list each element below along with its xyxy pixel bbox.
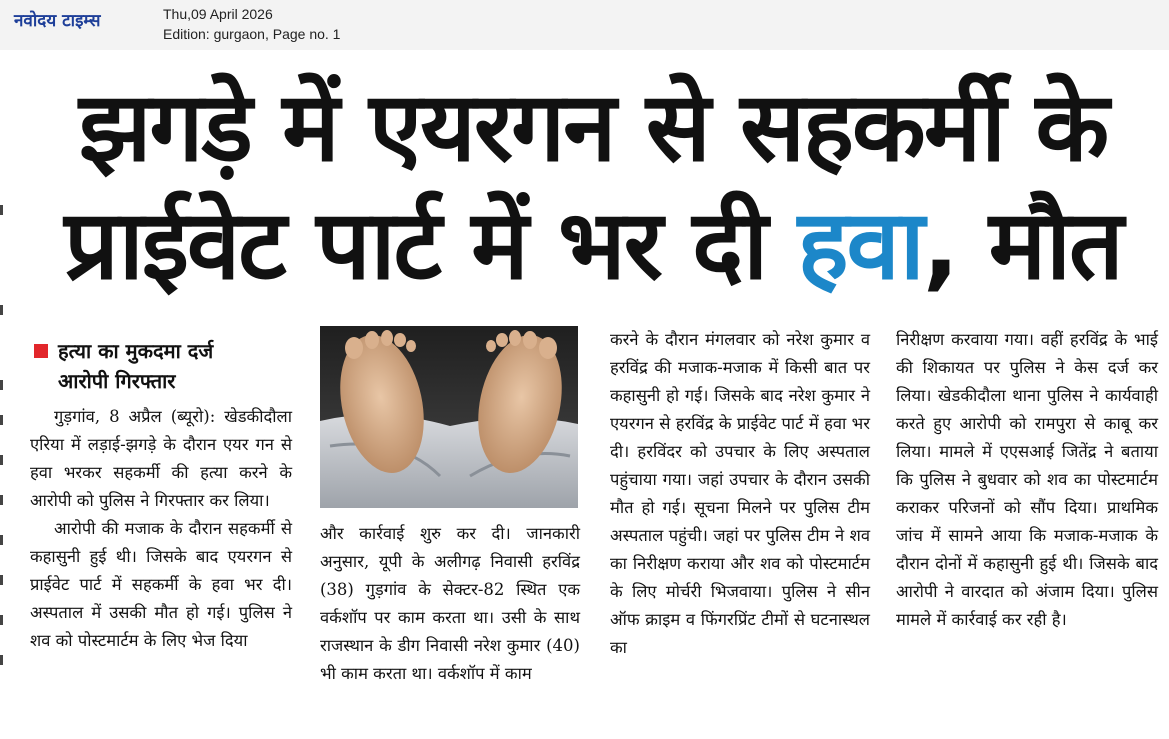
headline-line-2-end: , मौत bbox=[922, 189, 1122, 301]
article-column-1 bbox=[30, 403, 292, 655]
dead-body-feet-photo bbox=[320, 326, 578, 508]
article-paragraph: और कार्रवाई शुरु कर दी। जानकारी अनुसार, यूपी के अलीगढ़ निवासी हरविंद्र (38) गुड़गांव के सेक्टर-82 स्थित एक वर्कशॉप पर काम करता था। उसी के साथ राजस्थान के डीग निवासी नरेश कुमार (40) भी काम करता था। वर्कशॉप में काम bbox=[320, 524, 580, 683]
subheadings bbox=[34, 336, 213, 396]
headline-line-2 bbox=[18, 186, 1168, 304]
subheading-1: हत्या का मुकदमा दर्ज bbox=[58, 339, 214, 363]
edition-info bbox=[163, 4, 340, 44]
article-column-3 bbox=[610, 326, 870, 662]
headline-line-2-start: प्राईवेट पार्ट में भर दी bbox=[64, 189, 798, 301]
subheading-2: आरोपी गिरफ्तार bbox=[58, 369, 176, 393]
page-edge-marks bbox=[0, 195, 6, 715]
headline-line-1: झगड़े में एयरगन से सहकर्मी के bbox=[78, 71, 1108, 183]
red-square-bullet-icon bbox=[34, 344, 48, 358]
article-paragraph: निरीक्षण करवाया गया। वहीं हरविंद्र के भाई की शिकायत पर पुलिस ने केस दर्ज कर लिया। खेडकीदौला थाना पुलिस ने कार्यवाही करते हुए आरोपी को रामपुरा से काबू कर लिया। मामले में एएसआई जितेंद्र ने बताया कि पुलिस ने बुधवार को शव का पोस्टमार्टम कराकर परिजनों को सौंप दिया। प्राथमिक जांच में सामने आया कि मजाक-मजाक के दौरान दोनों में कहासुनी हुई थी। जिसके बाद आरोपी ने वारदात को अंजाम दिया। पुलिस मामले में कार्रवाई कर रही है। bbox=[896, 330, 1158, 629]
edition-date: Thu,09 April 2026 bbox=[163, 6, 273, 22]
headline bbox=[18, 68, 1168, 304]
article-paragraph: आरोपी की मजाक के दौरान सहकर्मी से कहासुनी हुई थी। जिसके बाद एयरगन से प्राईवेट पार्ट में सहकर्मी के हवा भर दी। अस्पताल में उसकी मौत हो गई। पुलिस ने शव को पोस्टमार्टम के लिए भेज दिया bbox=[30, 519, 292, 650]
newspaper-logo[interactable]: नवोदय टाइम्स bbox=[14, 11, 101, 31]
top-bar bbox=[0, 0, 1169, 50]
article-column-2 bbox=[320, 520, 580, 688]
article-column-4 bbox=[896, 326, 1158, 634]
edition-page: Edition: gurgaon, Page no. 1 bbox=[163, 26, 341, 42]
photo-illustration bbox=[320, 326, 578, 508]
headline-highlight-word: हवा bbox=[797, 189, 923, 301]
article-paragraph: करने के दौरान मंगलवार को नरेश कुमार व हरविंद्र की मजाक-मजाक में किसी बात पर कहासुनी हो गई। जिसके बाद नरेश कुमार ने एयरगन से हरविंद्र के प्राईवेट पार्ट में हवा भर दी। हरविंदर को उपचार के लिए अस्पताल पहुंचाया गया। जहां उपचार के दौरान उसकी मौत हो गई। सूचना मिलने पर पुलिस टीम अस्पताल पहुंची। जहां पर पुलिस टीम ने शव का निरीक्षण कराया और शव को पोस्टमार्टम के लिए मोर्चरी भिजवाया। पुलिस ने सीन ऑफ क्राइम व फिंगरप्रिंट टीमों से घटनास्थल का bbox=[610, 330, 870, 657]
article-paragraph: गुड़गांव, 8 अप्रैल (ब्यूरो): खेडकीदौला एरिया में लड़ाई-झगड़े के दौरान एयर गन से हवा भरकर सहकर्मी की हत्या करने के आरोपी को पुलिस ने गिरफ्तार कर लिया। bbox=[30, 407, 292, 510]
